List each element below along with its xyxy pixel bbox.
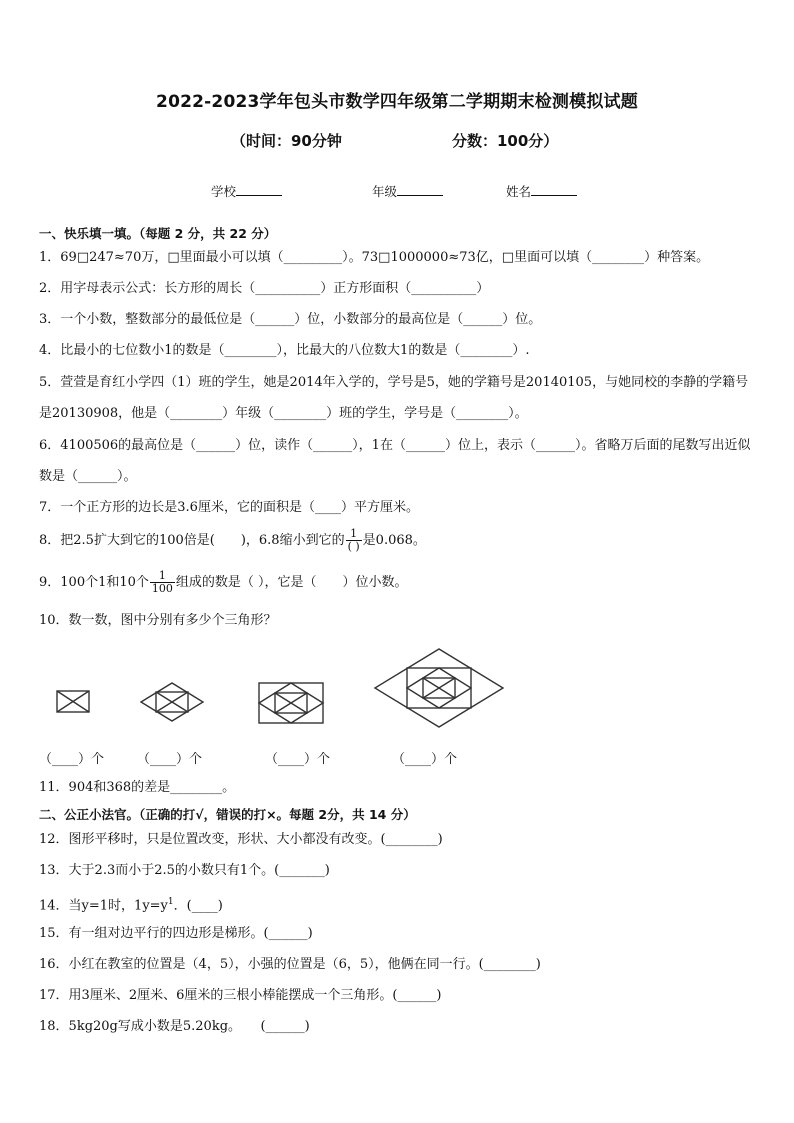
question-14-text-b: ．(____)	[173, 898, 223, 914]
triangle-figure-1	[56, 690, 90, 714]
question-18: 18．5kg20g写成小数是5.20kg。 (______)	[39, 1019, 310, 1034]
school-label: 学校	[211, 184, 237, 199]
grade-label: 年级	[372, 184, 398, 199]
question-9	[39, 570, 408, 595]
triangle-figure-2	[139, 681, 205, 723]
question-10: 10．数一数，图中分别有多少个三角形？	[39, 613, 277, 628]
section-2-title: 二、公正小法官。（正确的打√，错误的打×。每题 2分，共 14 分）	[39, 807, 416, 822]
question-1: 1．69□247≈70万，□里面最小可以填（_________）。73□1000000≈73亿，□里面可以填（________）种答案。	[39, 250, 710, 265]
question-16: 16．小红在教室的位置是（4，5），小强的位置是（6，5），他俩在同一行。(________)	[39, 957, 541, 972]
question-9-text-b: 组成的数是（ ），它是（ ）位小数。	[175, 575, 408, 590]
school-blank[interactable]	[236, 183, 282, 196]
figure-1-answer: （____）个	[39, 752, 105, 767]
grade-field	[372, 182, 443, 200]
name-label: 姓名	[506, 184, 532, 199]
question-8-fraction: $\frac{1}{( )}$	[347, 527, 360, 553]
question-8-text-b: 是0.068。	[362, 533, 426, 548]
question-8	[39, 528, 426, 553]
name-blank[interactable]	[531, 183, 577, 196]
question-14	[39, 894, 223, 914]
figure-4-answer: （____）个	[392, 752, 458, 767]
question-2: 2．用字母表示公式：长方形的周长（__________）正方形面积（__________）	[39, 281, 490, 296]
question-11: 11．904和368的差是________。	[39, 780, 236, 795]
question-15: 15．有一组对边平行的四边形是梯形。(______)	[39, 926, 313, 941]
question-12: 12．图形平移时，只是位置改变，形状、大小都没有改变。(________)	[39, 832, 443, 847]
question-8-text-a: 8．把2.5扩大到它的100倍是( )，6.8缩小到它的	[39, 533, 345, 548]
exam-title: 2022-2023学年包头市数学四年级第二学期期末检测模拟试题	[156, 92, 638, 112]
figure-2-answer: （____）个	[137, 752, 203, 767]
question-7: 7．一个正方形的边长是3.6厘米，它的面积是（____）平方厘米。	[39, 500, 419, 515]
question-9-fraction: $\frac{1}{100}$	[151, 569, 173, 595]
question-4: 4．比最小的七位数小1的数是（________），比最大的八位数大1的数是（________）.	[39, 343, 530, 358]
question-14-text-a: 14．当y=1时，1y=y	[39, 898, 168, 914]
exam-score: 分数：100分）	[452, 132, 559, 150]
question-3: 3．一个小数，整数部分的最低位是（______）位，小数部分的最高位是（______）位。	[39, 312, 542, 327]
school-field	[211, 182, 282, 200]
question-5: 5．萱萱是育红小学四（1）班的学生，她是2014年入学的，学号是5，她的学籍号是20140105，与她同校的李静的学籍号是20130908，他是（________）年级（________）班的学生，学号是（________）。	[39, 375, 749, 421]
exam-time: （时间：90分钟	[231, 132, 342, 150]
question-6: 6．4100506的最高位是（______）位，读作（______），1在（______）位上，表示（______）。省略万后面的尾数写出近似数是（______）。	[39, 438, 751, 484]
question-17: 17．用3厘米、2厘米、6厘米的三根小棒能摆成一个三角形。(______)	[39, 988, 442, 1003]
grade-blank[interactable]	[397, 183, 443, 196]
question-9-text-a: 9．100个1和10个	[39, 575, 149, 590]
name-field	[506, 182, 577, 200]
question-13: 13．大于2.3而小于2.5的小数只有1个。(_______)	[39, 863, 330, 878]
question-14-superscript: 1	[167, 897, 174, 907]
triangle-figure-3	[257, 681, 325, 725]
section-1-title: 一、快乐填一填。（每题 2 分，共 22 分）	[39, 226, 277, 241]
figure-3-answer: （____）个	[265, 752, 331, 767]
triangle-figure-4	[373, 647, 505, 729]
